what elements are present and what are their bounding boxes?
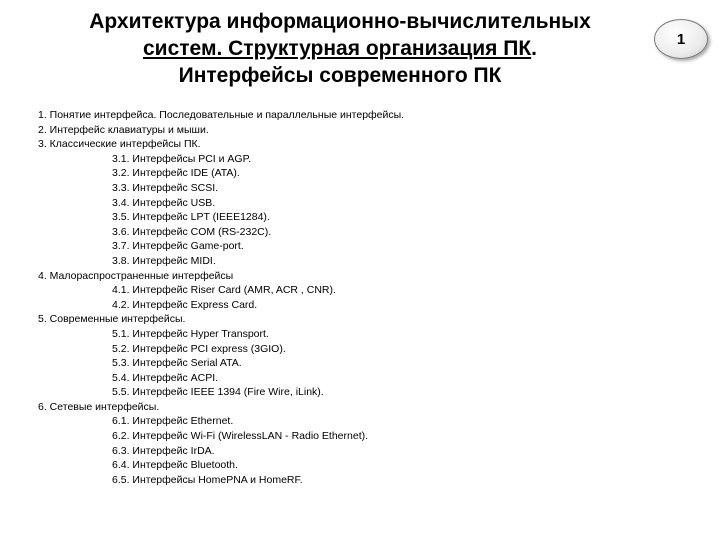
outline-subitem: 5.4. Интерфейс ACPI. [112,371,219,384]
outline-item: 4. Малораспространенные интерфейсы [38,269,234,282]
outline-subitem: 3.2. Интерфейс IDE (ATA). [112,167,240,180]
outline-subitem: 6.1. Интерфейс Ethernet. [112,415,234,428]
outline-subitem: 3.3. Интерфейс SCSI. [112,181,219,194]
outline-subitem: 4.2. Интерфейс Express Card. [112,298,258,311]
outline-subitem: 3.5. Интерфейс LPT (IEEE1284). [112,211,270,224]
slide-title [40,8,640,89]
outline-subitem: 3.8. Интерфейс MIDI. [112,254,216,267]
outline-subitem: 4.1. Интерфейс Riser Card (AMR, ACR , CNR). [112,284,336,297]
outline-list [38,108,678,487]
title-line-2-tail: . [531,37,537,60]
outline-item: 2. Интерфейс клавиатуры и мыши. [38,123,209,136]
outline-item: 6. Сетевые интерфейсы. [38,400,160,413]
title-line-3: Интерфейсы современного ПК [178,64,502,87]
outline-subitem: 3.1. Интерфейсы PCI и AGP. [112,152,252,165]
outline-item: 1. Понятие интерфейса. Последовательные и параллельные интерфейсы. [38,109,405,121]
page-number-badge: 1 [654,19,708,59]
outline-subitem: 5.3. Интерфейс Serial ATA. [112,357,242,370]
outline-subitem: 5.5. Интерфейс IEEE 1394 (Fire Wire, iLink). [112,386,324,399]
outline-subitem: 6.2. Интерфейс Wi-Fi (WirelessLAN - Radio Ethernet). [112,430,369,443]
title-line-2-underlined: систем. Структурная организация ПК [142,37,532,60]
title-line-2 [40,35,640,62]
outline-item: 5. Современные интерфейсы. [38,313,186,326]
outline-subitem: 3.6. Интерфейс COM (RS-232C). [112,225,272,238]
title-line-1: Архитектура информационно-вычислительных [89,10,591,33]
outline-subitem: 3.4. Интерфейс USB. [112,196,216,209]
outline-subitem: 5.1. Интерфейс Hyper Transport. [112,327,269,340]
outline-subitem: 6.5. Интерфейсы HomePNA и HomeRF. [112,473,303,486]
outline-subitem: 6.4. Интерфейс Bluetooth. [112,459,238,472]
outline-item: 3. Классические интерфейсы ПК. [38,138,201,151]
outline-subitem: 3.7. Интерфейс Game-port. [112,240,244,253]
outline-subitem: 5.2. Интерфейс PCI express (3GIO). [112,342,286,355]
outline-subitem: 6.3. Интерфейс IrDA. [112,444,215,457]
